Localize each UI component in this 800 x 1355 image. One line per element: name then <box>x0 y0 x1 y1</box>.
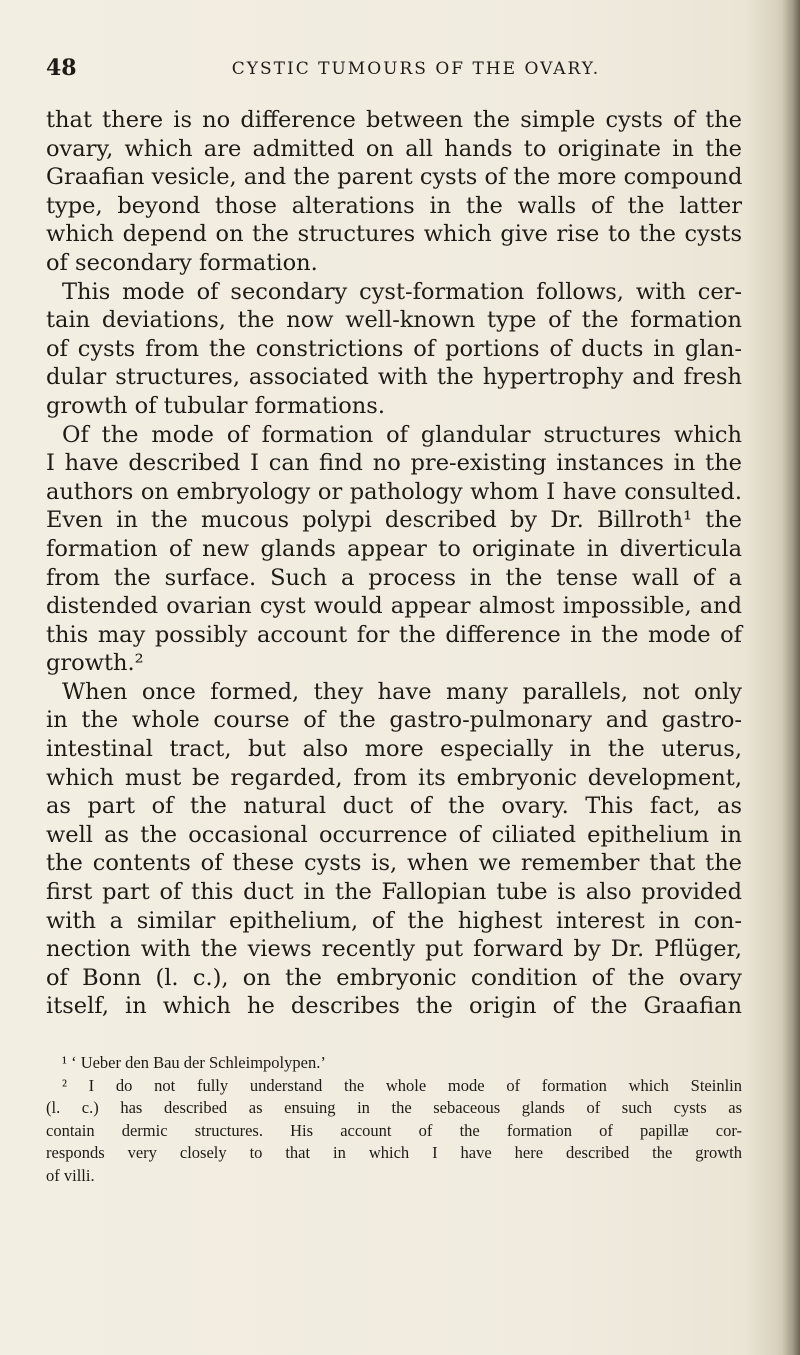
text-line: this may possibly account for the difference in the mode of <box>46 621 742 648</box>
text-line: intestinal tract, but also more especially in the uterus, <box>46 736 742 763</box>
footnote-line: contain dermic structures. His account of the formation of papillæ cor- <box>46 1120 742 1140</box>
text-line: authors on embryology or pathology whom I have consulted. <box>46 478 742 505</box>
text-line: Of the mode of formation of glandular structures which <box>62 421 742 448</box>
text-line: ovary, which are admitted on all hands to originate in the <box>46 135 742 162</box>
text-line: nection with the views recently put forward by Dr. Pflüger, <box>46 936 742 963</box>
footnote-line: ² I do not fully understand the whole mode of formation which Steinlin <box>62 1075 742 1095</box>
page-number: 48 <box>46 55 77 81</box>
text-line: of cysts from the constrictions of portions of ducts in glan- <box>46 335 742 362</box>
text-line: first part of this duct in the Fallopian tube is also provided <box>46 879 742 906</box>
text-line: of secondary formation. <box>46 249 318 276</box>
text-line: itself, in which he describes the origin of the Graafian <box>46 993 742 1020</box>
footnotes <box>46 1052 742 1188</box>
text-line: of Bonn (l. c.), on the embryonic condition of the ovary <box>46 964 742 991</box>
text-line: Even in the mucous polypi described by Dr. Billroth¹ the <box>46 507 742 534</box>
page-edge-shadow <box>782 0 800 1355</box>
text-line: When once formed, they have many parallels, not only <box>62 678 742 705</box>
text-line: dular structures, associated with the hypertrophy and fresh <box>46 364 742 391</box>
text-line: which must be regarded, from its embryonic development, <box>46 764 742 791</box>
text-line: formation of new glands appear to originate in diverticula <box>46 535 742 562</box>
text-line: This mode of secondary cyst-formation follows, with cer- <box>62 278 742 305</box>
text-line: well as the occasional occurrence of ciliated epithelium in <box>46 821 742 848</box>
body-text <box>46 106 742 1021</box>
footnote-line: (l. c.) has described as ensuing in the sebaceous glands of such cysts as <box>46 1098 742 1118</box>
text-line: growth of tubular formations. <box>46 392 385 419</box>
text-line: that there is no difference between the simple cysts of the <box>46 107 742 133</box>
text-line: growth.² <box>46 650 144 677</box>
text-line: from the surface. Such a process in the tense wall of a <box>46 564 742 591</box>
text-line: I have described I can find no pre-existing instances in the <box>46 450 742 477</box>
text-line: in the whole course of the gastro-pulmonary and gastro- <box>46 707 742 734</box>
text-line: with a similar epithelium, of the highest interest in con- <box>46 907 742 934</box>
page-header <box>46 55 746 85</box>
footnote-line: of villi. <box>46 1165 95 1185</box>
running-head: CYSTIC TUMOURS OF THE OVARY. <box>231 59 601 79</box>
text-line: as part of the natural duct of the ovary. This fact, as <box>46 793 742 820</box>
text-line: tain deviations, the now well-known type of the formation <box>46 307 742 334</box>
text-line: distended ovarian cyst would appear almost impossible, and <box>46 593 742 620</box>
text-line: the contents of these cysts is, when we remember that the <box>46 850 742 877</box>
text-line: type, beyond those alterations in the walls of the latter <box>46 192 742 219</box>
footnote-line: ¹ ‘ Ueber den Bau der Schleimpolypen.’ <box>62 1053 326 1072</box>
text-line: which depend on the structures which give rise to the cysts <box>46 221 742 248</box>
text-line: Graafian vesicle, and the parent cysts of the more compound <box>46 164 743 191</box>
footnote-line: responds very closely to that in which I have here described the growth <box>46 1143 742 1163</box>
